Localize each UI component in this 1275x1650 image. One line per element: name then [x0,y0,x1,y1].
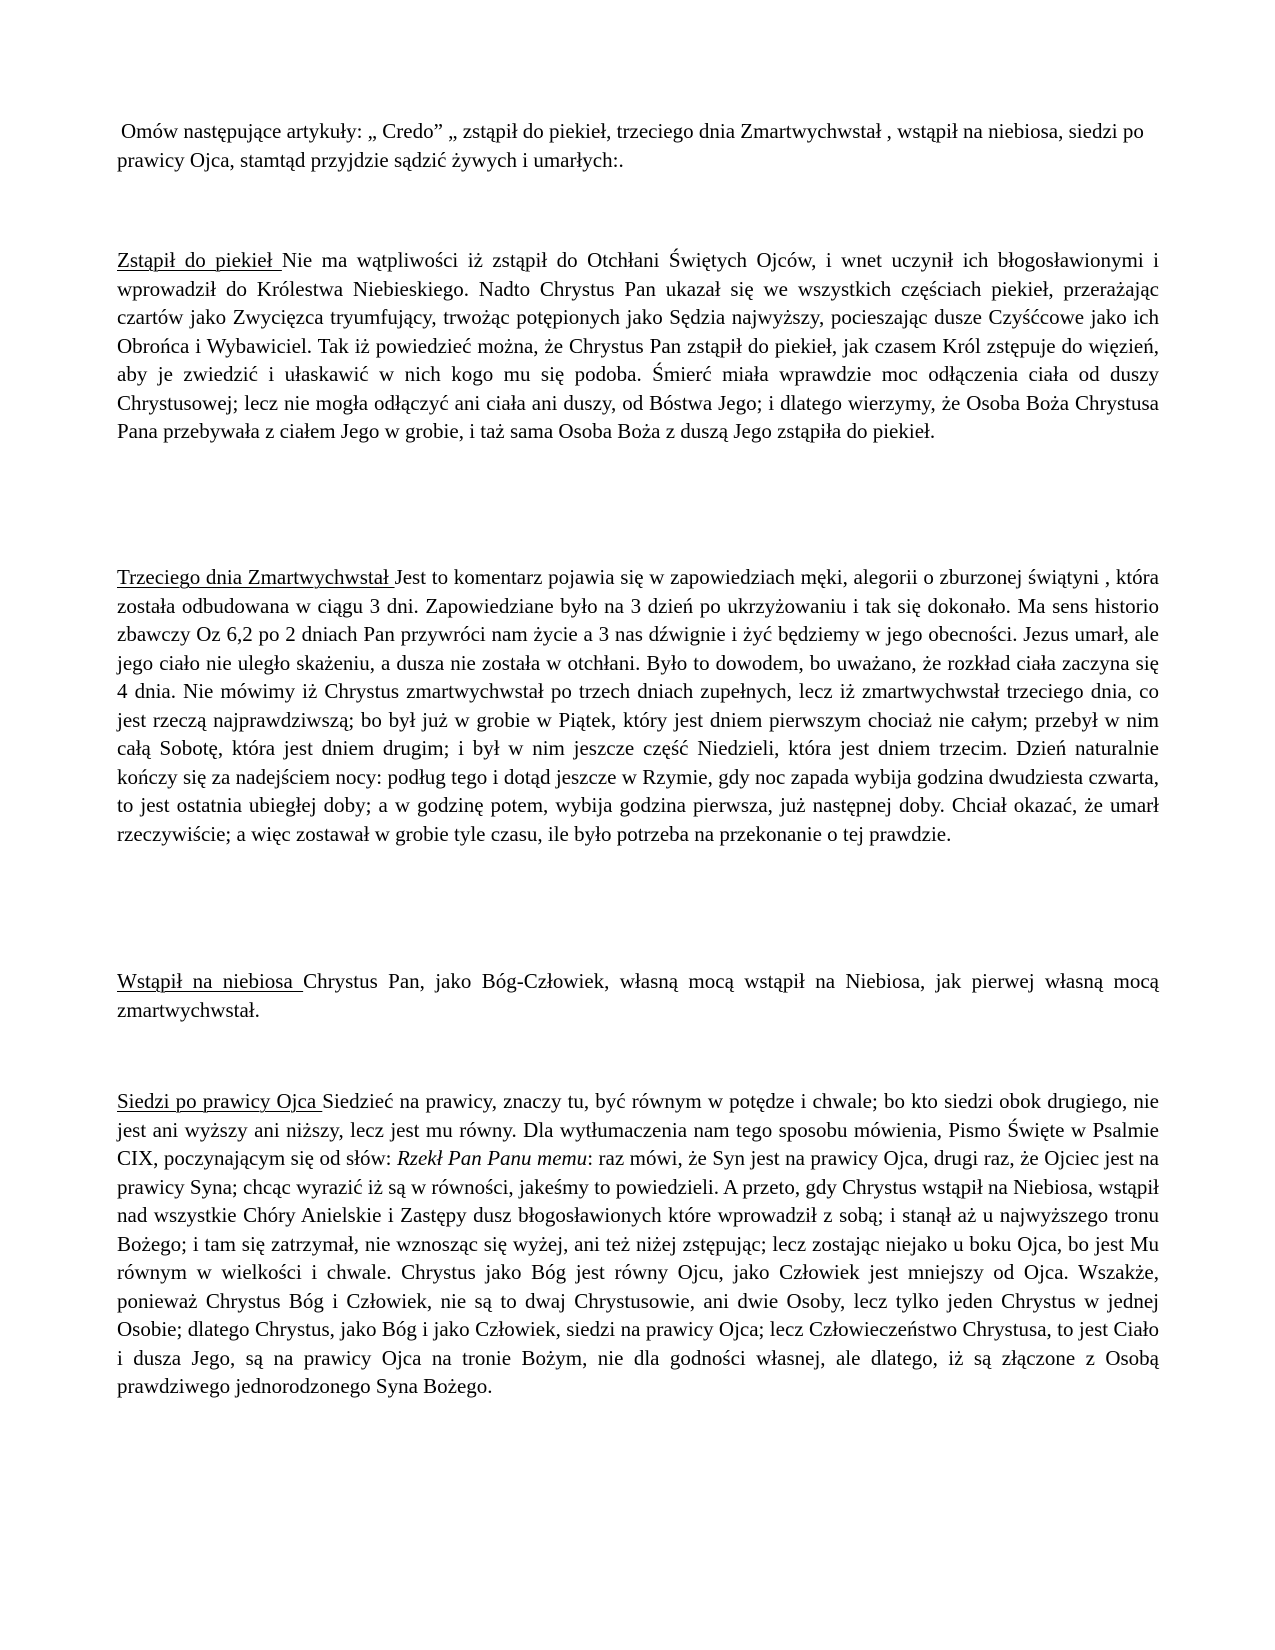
section-descent-paragraph [117,246,1159,446]
section-body-right-hand-part1: Siedzieć na prawicy, znaczy tu, być równym w potędze i chwale; bo kto siedzi obok drugiego, nie jest ani wyższy ani niższy, lecz jest mu równy. Dla wytłumaczenia nam tego sposobu mówienia, Pismo Święte w Psalmie CIX, poczynającym się od słów: [117,1089,1159,1170]
psalm-quote: Rzekł Pan Panu memu [396,1146,588,1170]
section-heading-descent: Zstąpił do piekieł [117,248,282,272]
section-body-resurrection: Jest to komentarz pojawia się w zapowiedziach męki, alegorii o zburzonej świątyni , która została odbudowana w ciągu 3 dni. Zapowiedziane było na 3 dzień po ukrzyżowaniu i tak się dokonało. Ma sens historio zbawczy Oz 6,2 po 2 dniach Pan przywróci nam życie a 3 nas dźwignie i żyć będziemy w jego obecności. Jezus umarł, ale jego ciało nie uległo skażeniu, a dusza nie została w otchłani. Było to dowodem, bo uważano, że rozkład ciała zaczyna się 4 dnia. Nie mówimy iż Chrystus zmartwychwstał po trzech dniach zupełnych, lecz iż zmartwychwstał trzeciego dnia, co jest rzeczą najprawdziwszą; bo był już w grobie w Piątek, który jest dniem pierwszym chociaż nie całym; przebył w nim całą Sobotę, która jest dniem drugim; i był w nim jeszcze część Niedzieli, która jest dniem trzecim. Dzień naturalnie kończy się za nadejściem nocy: podług tego i dotąd jeszcze w Rzymie, gdy noc zapada wybija godzina dwudziesta czwarta, to jest ostatnia ubiegłej doby; a w godzinę potem, wybija godzina pierwsza, już następnej doby. Chciał okazać, że umarł rzeczywiście; a więc zostawał w grobie tyle czasu, ile było potrzeba na przekonanie o tej prawdzie. [117,565,1159,846]
section-body-right-hand-part2: : raz mówi, że Syn jest na prawicy Ojca, drugi raz, że Ojciec jest na prawicy Syna; chcąc wyrazić iż są w równości, jakeśmy to powiedzieli. A przeto, gdy Chrystus wstąpił na Niebiosa, wstąpił nad wszystkie Chóry Anielskie i Zastępy dusz błogosławionych które wprowadził z sobą; i stanął aż u najwyższego tronu Bożego; i tam się zatrzymał, nie wznosząc się wyżej, ani też niżej zstępując; lecz zostając niejako u boku Ojca, bo jest Mu równym w wielkości i chwale. Chrystus jako Bóg jest równy Ojcu, jako Człowiek jest mniejszy od Ojca. Wszakże, ponieważ Chrystus Bóg i Człowiek, nie są to dwaj Chrystusowie, ani dwie Osoby, lecz tylko jeden Chrystus w jednej Osobie; dlatego Chrystus, jako Bóg i jako Człowiek, siedzi na prawicy Ojca; lecz Człowieczeństwo Chrystusa, to jest Ciało i dusza Jego, są na prawicy Ojca na tronie Bożym, nie dla godności własnej, ale dlatego, iż są złączone z Osobą prawdziwego jednorodzonego Syna Bożego. [117,1146,1159,1398]
section-resurrection-paragraph [117,563,1159,848]
section-body-ascension: Chrystus Pan, jako Bóg-Człowiek, własną mocą wstąpił na Niebiosa, jak pierwej własną mocą zmartwychwstał. [117,969,1160,1022]
section-heading-ascension: Wstąpił na niebiosa [117,969,304,993]
section-heading-right-hand: Siedzi po prawicy Ojca [117,1089,323,1113]
section-heading-resurrection: Trzeciego dnia Zmartwychwstał [117,565,395,589]
intro-text: Omów następujące artykuły: „ Credo” „ zstąpił do piekieł, trzeciego dnia Zmartwychwstał , wstąpił na niebiosa, siedzi po prawicy Ojca, stamtąd przyjdzie sądzić żywych i umarłych:. [117,119,1144,172]
section-ascension-paragraph [117,967,1159,1024]
section-right-hand-paragraph [117,1087,1159,1401]
intro-paragraph [117,117,1159,174]
section-body-descent: Nie ma wątpliwości iż zstąpił do Otchłani Świętych Ojców, i wnet uczynił ich błogosławionymi i wprowadził do Królestwa Niebieskiego. Nadto Chrystus Pan ukazał się we wszystkich częściach piekieł, przerażając czartów jako Zwycięzca tryumfujący, trwożąc potępionych jako Sędzia najwyższy, pocieszając dusze Czyśćcowe jako ich Obrońca i Wybawiciel. Tak iż powiedzieć można, że Chrystus Pan zstąpił do piekieł, jak czasem Król zstępuje do więzień, aby je zwiedzić i ułaskawić w nich kogo mu się podoba. Śmierć miała wprawdzie moc odłączenia ciała od duszy Chrystusowej; lecz nie mogła odłączyć ani ciała ani duszy, od Bóstwa Jego; i dlatego wierzymy, że Osoba Boża Chrystusa Pana przebywała z ciałem Jego w grobie, i taż sama Osoba Boża z duszą Jego zstąpiła do piekieł. [117,248,1159,443]
